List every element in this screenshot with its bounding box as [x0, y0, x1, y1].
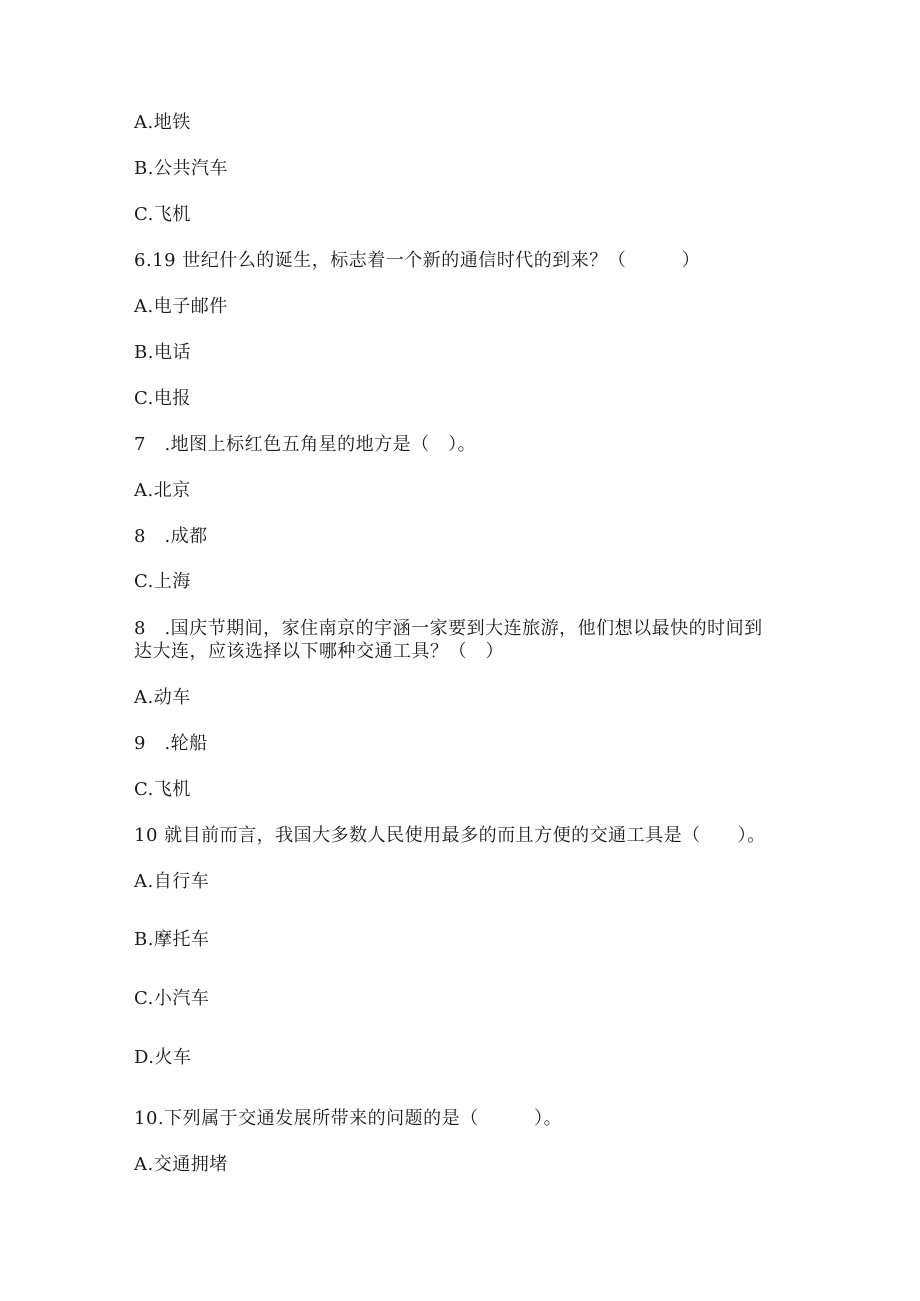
option-a-beijing: A.北京 — [134, 480, 191, 501]
question-6: 6.19 世纪什么的诞生，标志着一个新的通信时代的到来？（ ） — [134, 250, 701, 271]
option-d-train: D.火车 — [134, 1047, 192, 1068]
option-b-bus: B.公共汽车 — [134, 158, 228, 179]
option-b-ship: 9 .轮船 — [134, 733, 208, 754]
option-a-bullet-train: A.动车 — [134, 687, 191, 708]
question-8-line-2: 达大连，应该选择以下哪种交通工具？（ ） — [134, 641, 504, 662]
option-c-car: C.小汽车 — [134, 988, 210, 1009]
option-a-email: A.电子邮件 — [134, 296, 228, 317]
option-b-motorcycle: B.摩托车 — [134, 929, 210, 950]
option-c-shanghai: C.上海 — [134, 571, 191, 592]
question-8-line-1: 8 .国庆节期间，家住南京的宇涵一家要到大连旅游，他们想以最快的时间到 — [134, 618, 763, 639]
option-a-subway: A.地铁 — [134, 112, 191, 133]
option-c-airplane: C.飞机 — [134, 204, 191, 225]
question-10-b: 10.下列属于交通发展所带来的问题的是（ ）。 — [134, 1108, 563, 1129]
option-b-chengdu: 8 .成都 — [134, 526, 208, 547]
option-c-airplane-2: C.飞机 — [134, 779, 191, 800]
question-10: 10 就目前而言，我国大多数人民使用最多的而且方便的交通工具是（ ）。 — [134, 825, 766, 846]
option-a-traffic-jam: A.交通拥堵 — [134, 1154, 228, 1175]
option-b-telephone: B.电话 — [134, 342, 191, 363]
option-c-telegraph: C.电报 — [134, 388, 191, 409]
question-7: 7 .地图上标红色五角星的地方是（ ）。 — [134, 434, 477, 455]
option-a-bicycle: A.自行车 — [134, 871, 210, 892]
